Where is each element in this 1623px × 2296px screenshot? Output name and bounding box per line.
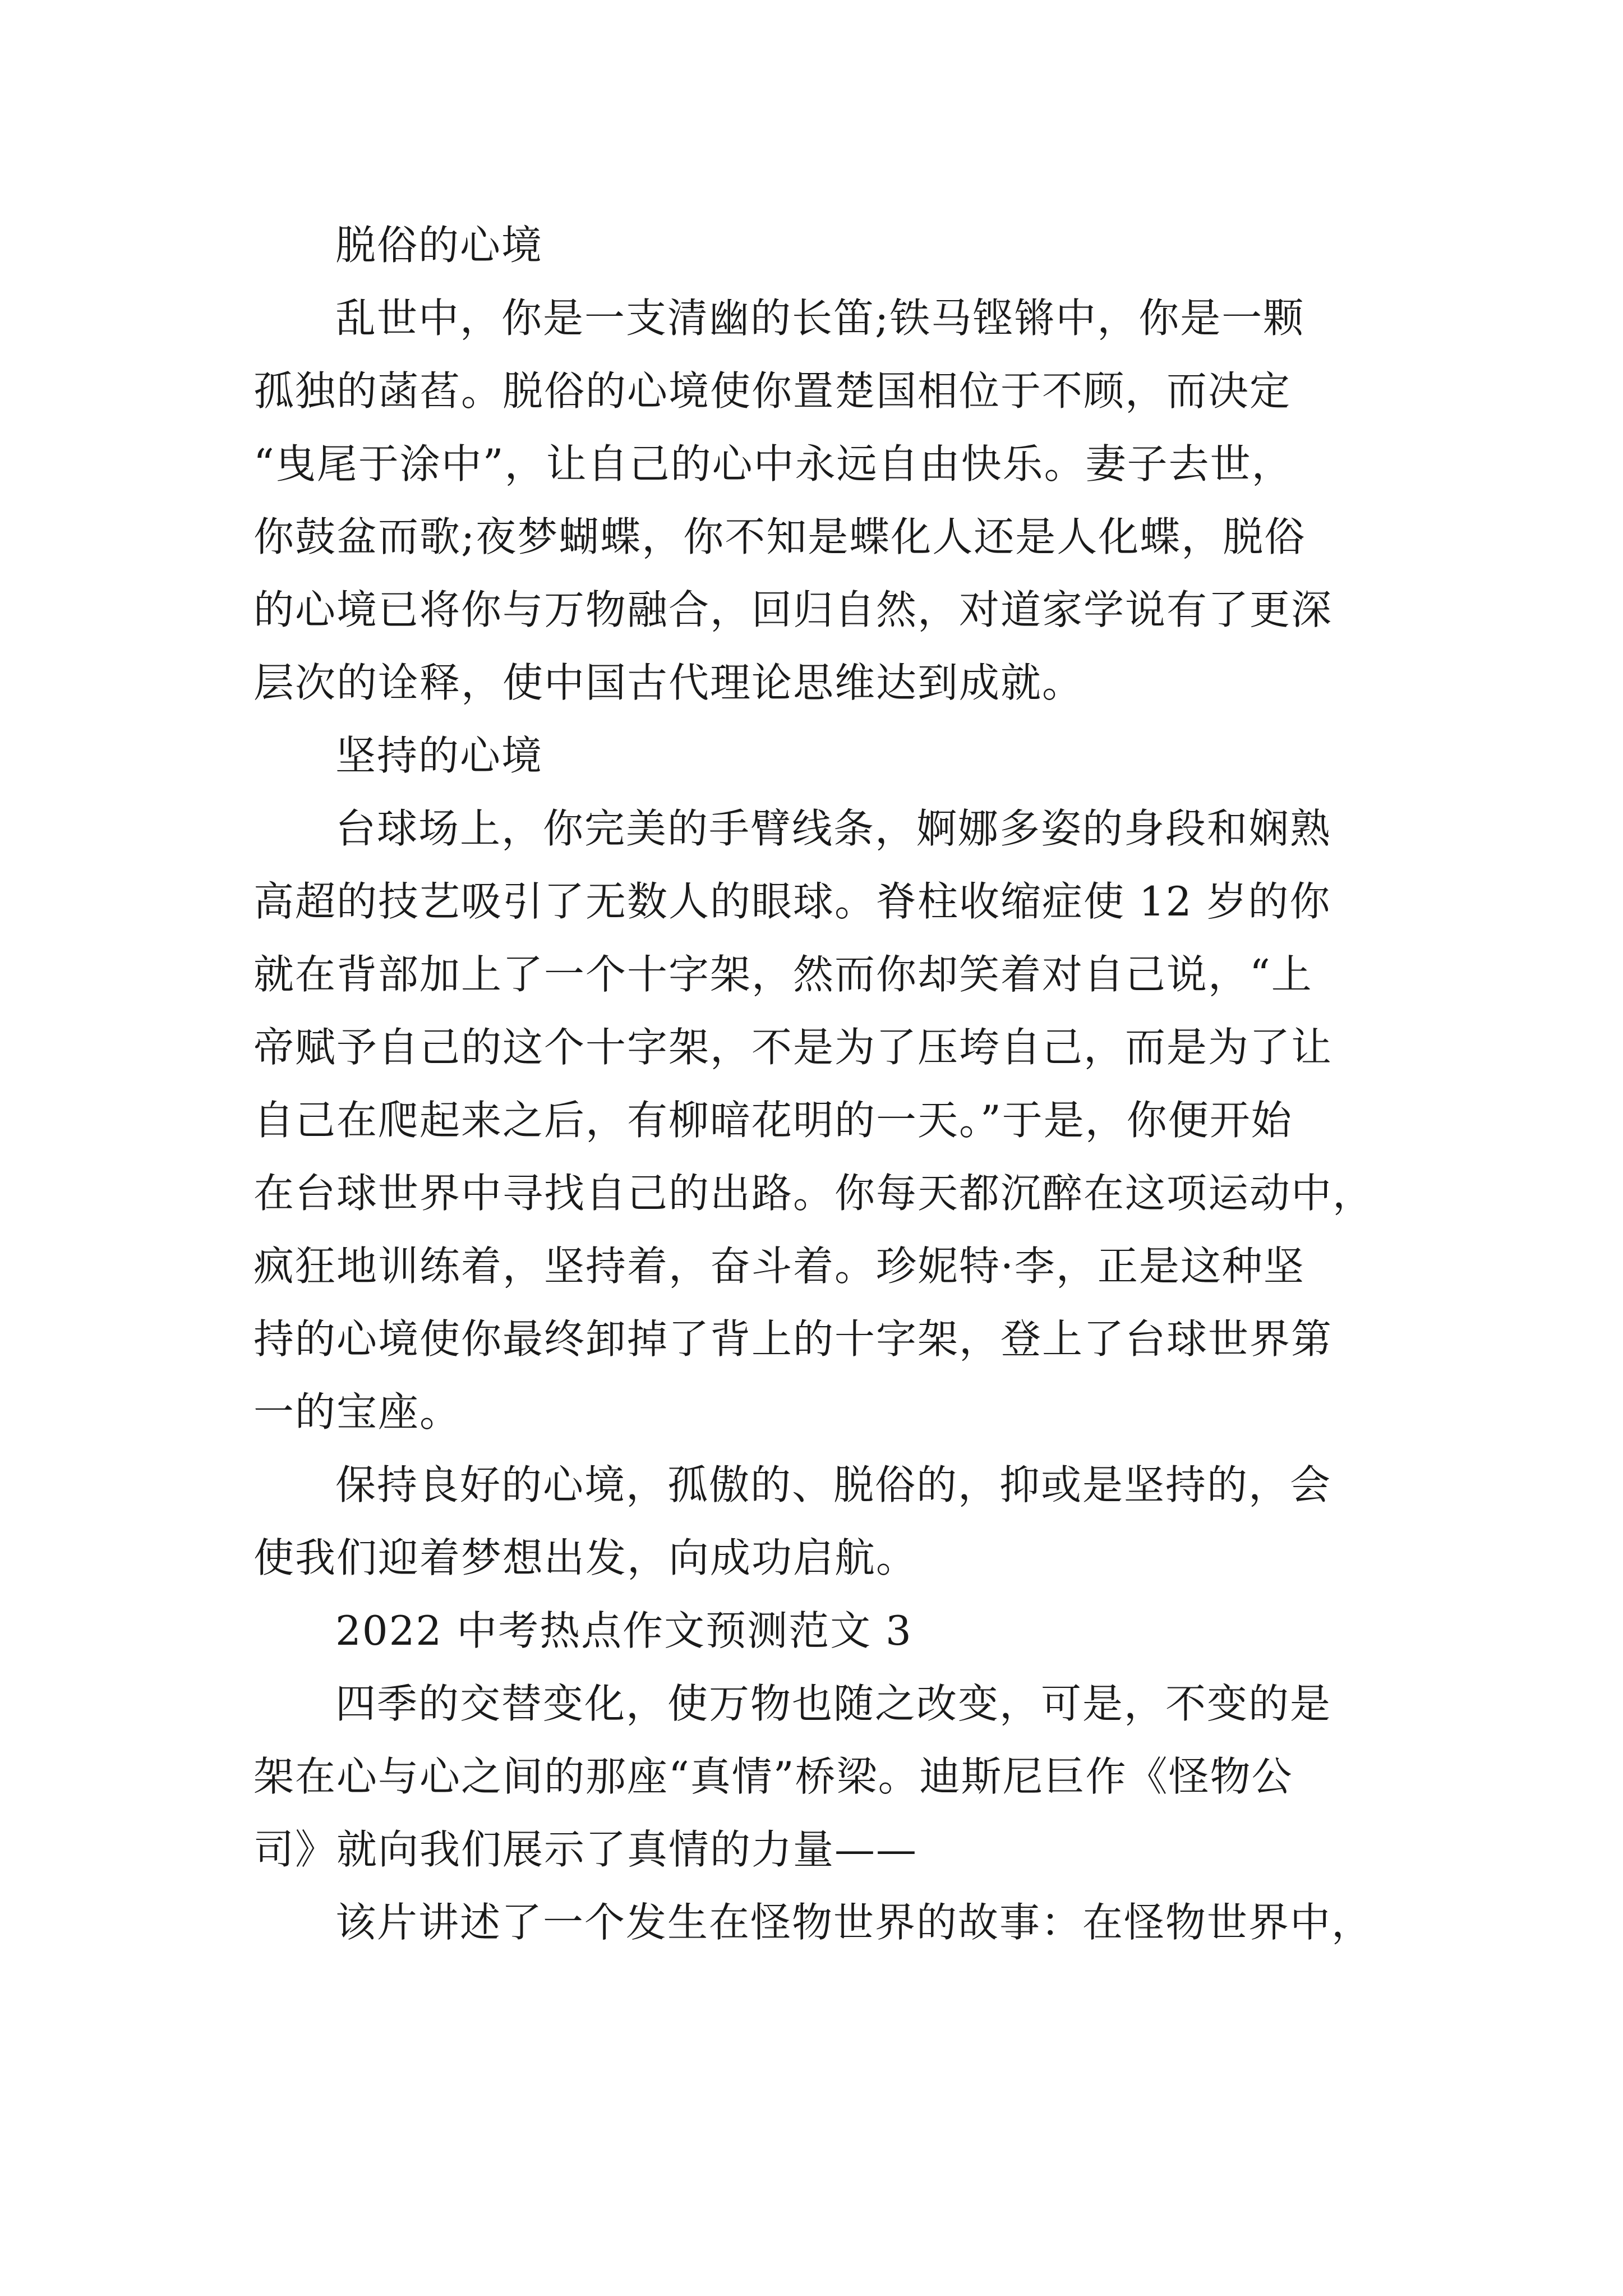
text-line: 自己在爬起来之后，有柳暗花明的一天。”于是，你便开始 xyxy=(253,1097,1293,1144)
text-line: 你鼓盆而歌;夜梦蝴蝶，你不知是蝶化人还是人化蝶，脱俗 xyxy=(253,513,1306,560)
text-line: 在台球世界中寻找自己的出路。你每天都沉醉在这项运动中， xyxy=(253,1170,1375,1217)
text-line: 使我们迎着梦想出发，向成功启航。 xyxy=(253,1534,918,1581)
text-line: 疯狂地训练着，坚持着，奋斗着。珍妮特·李，正是这种坚 xyxy=(253,1243,1305,1290)
text-line: 四季的交替变化，使万物也随之改变，可是，不变的是 xyxy=(335,1680,1332,1727)
text-line: 坚持的心境 xyxy=(335,732,543,779)
document-page xyxy=(253,209,1381,1959)
text-line: 台球场上，你完美的手臂线条，婀娜多姿的身段和娴熟 xyxy=(335,805,1332,852)
text-line: 架在心与心之间的那座“真情”桥梁。迪斯尼巨作《怪物公 xyxy=(253,1753,1293,1800)
text-line: “曳尾于涂中”，让自己的心中永远自由快乐。妻子去世， xyxy=(253,440,1293,487)
text-line: 高超的技艺吸引了无数人的眼球。脊柱收缩症使 12 岁的你 xyxy=(253,878,1331,925)
text-line: 该片讲述了一个发生在怪物世界的故事：在怪物世界中， xyxy=(335,1899,1373,1946)
text-line: 帝赋予自己的这个十字架，不是为了压垮自己，而是为了让 xyxy=(253,1024,1333,1071)
text-line: 2022 中考热点作文预测范文 3 xyxy=(335,1607,912,1654)
text-line: 就在背部加上了一个十字架，然而你却笑着对自己说，“上 xyxy=(253,951,1313,998)
text-line: 孤独的菡萏。脱俗的心境使你置楚国相位于不顾，而决定 xyxy=(253,367,1292,415)
text-line: 保持良好的心境，孤傲的、脱俗的，抑或是坚持的，会 xyxy=(335,1461,1332,1508)
text-line: 一的宝座。 xyxy=(253,1388,462,1435)
text-line: 脱俗的心境 xyxy=(335,222,543,269)
text-line: 的心境已将你与万物融合，回归自然，对道家学说有了更深 xyxy=(253,586,1333,633)
text-line: 持的心境使你最终卸掉了背上的十字架，登上了台球世界第 xyxy=(253,1315,1333,1363)
text-line: 乱世中，你是一支清幽的长笛;铁马铿锵中，你是一颗 xyxy=(335,295,1305,342)
text-line: 层次的诠释，使中国古代理论思维达到成就。 xyxy=(253,659,1084,706)
text-line: 司》就向我们展示了真情的力量—— xyxy=(253,1826,918,1873)
